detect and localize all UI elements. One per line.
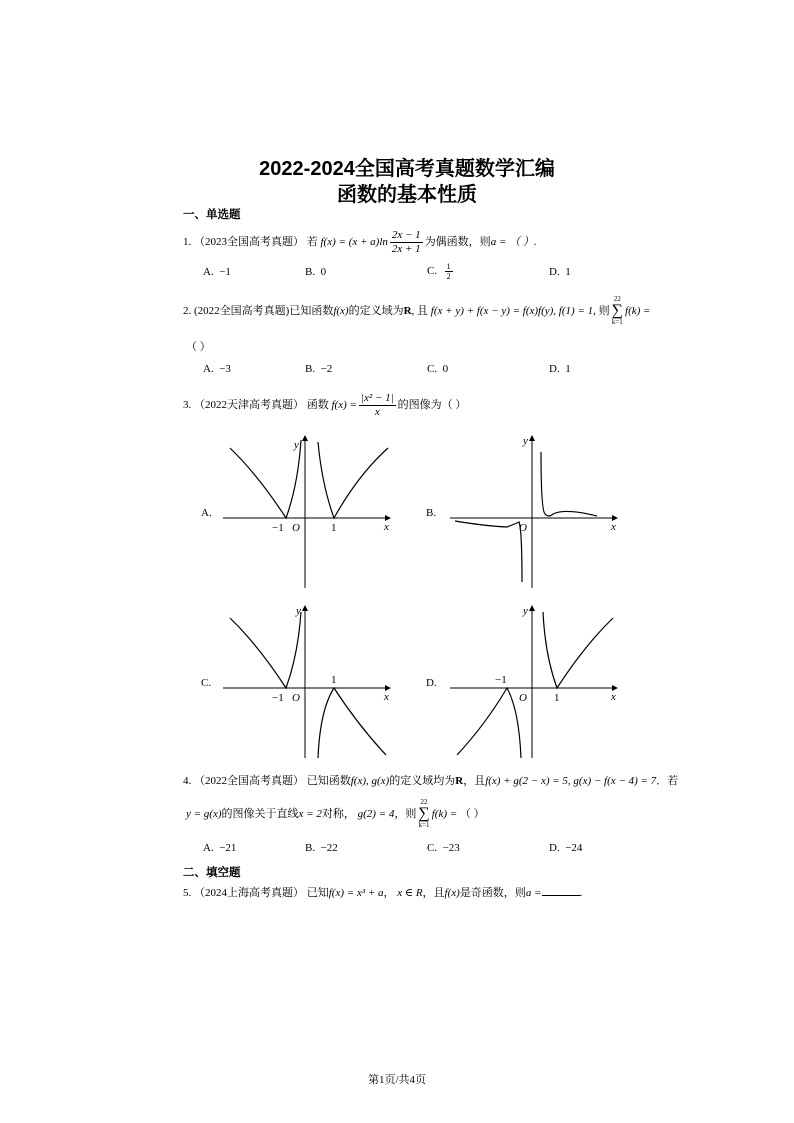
option-b: B. 0 [305, 266, 327, 278]
math-expression: f(x) = (x + a)ln [320, 236, 388, 248]
graph-c [218, 600, 398, 762]
tick-label: −1 [495, 674, 507, 686]
summation: 22 ∑ k=1 [611, 295, 624, 327]
question-number: 3. [183, 399, 192, 411]
math-expression: f(x) = [331, 399, 357, 411]
curve-right [318, 688, 386, 758]
answer-blank[interactable] [542, 886, 580, 896]
question-source: （2022全国高考真题） [194, 775, 304, 787]
option-a: A. −3 [203, 363, 231, 375]
math-expression: f(x) + g(2 − x) = 5, g(x) − f(x − 4) = 7 [485, 775, 657, 787]
graph-b-label: B. [426, 507, 437, 519]
option-a: A. −21 [203, 842, 237, 854]
question-2: 2. (2022全国高考真题)已知函数f(x)的定义域为R, 且 f(x + y) + f(x − y) = f(x)f(y), f(1) = 1, 则 22 ∑ k=1 f(k) = [183, 295, 651, 327]
tick-label: 1 [331, 674, 337, 686]
summation: 22 ∑ k=1 [418, 798, 430, 830]
fraction: $\frac{\text{|x² − 1|}}{x}$ [360, 392, 394, 418]
graph-a-label: A. [201, 507, 212, 519]
option-b: B. −22 [305, 842, 338, 854]
graph-d [445, 600, 625, 762]
option-a: A. −1 [203, 266, 231, 278]
answer-paren: （ ） [459, 808, 485, 820]
page-footer: 第1页/共4页 [367, 1074, 427, 1086]
question-4-line-2: y = g(x)的图像关于直线x = 2对称， g(2) = 4，则 22 ∑ k=1 f(k) = （ ） [186, 798, 485, 830]
graph-d-label: D. [426, 677, 437, 689]
tick-label: 1 [554, 692, 560, 704]
option-b: B. −2 [305, 363, 333, 375]
option-c: C. −23 [427, 842, 460, 854]
question-number: 5. [183, 887, 192, 899]
answer-paren: （ ） [186, 341, 211, 353]
x-label: x [611, 521, 616, 533]
curve-left [455, 521, 522, 582]
question-source: （2023全国高考真题） [194, 236, 304, 248]
question-1: 1. （2023全国高考真题） 若 f(x) = (x + a)ln $\frac{2x - 1}{2x + 1}$ 为偶函数，则a = （ ）. [183, 229, 537, 255]
question-source: （2022天津高考真题） [194, 399, 304, 411]
x-label: x [384, 521, 389, 533]
question-source: （2024上海高考真题） [194, 887, 304, 899]
curve-left [230, 440, 301, 518]
option-c: C. $\frac{1}{2}$ [427, 262, 451, 282]
section-heading-single-choice: 一、单选题 [183, 209, 241, 221]
option-d: D. 1 [549, 363, 571, 375]
option-d: D. −24 [549, 842, 583, 854]
question-number: 2. [183, 305, 192, 317]
question-3: 3. （2022天津高考真题） 函数 f(x) = $\frac{\text{|x² − 1|}}{x}$ 的图像为（ ） [183, 392, 467, 418]
tick-label: −1 [272, 522, 284, 534]
question-4: 4. （2022全国高考真题） 已知函数f(x), g(x)的定义域均为R，且f(x) + g(2 − x) = 5, g(x) − f(x − 4) = 7．若 [183, 775, 679, 787]
origin-label: O [292, 522, 300, 534]
curve-left [457, 688, 521, 758]
tick-label: −1 [272, 692, 284, 704]
question-number: 4. [183, 775, 192, 787]
page-subtitle: 函数的基本性质 [337, 184, 477, 206]
x-label: x [611, 691, 616, 703]
curve-left [230, 612, 301, 688]
graph-a [218, 430, 398, 592]
page-title: 2022-2024全国高考真题数学汇编 [259, 158, 555, 180]
y-label: y [523, 435, 528, 447]
question-number: 1. [183, 236, 192, 248]
option-d: D. 1 [549, 266, 571, 278]
question-5: 5. （2024上海高考真题） 已知f(x) = x³ + a， x ∈ R，且f(x)是奇函数，则a = . [183, 887, 583, 899]
curve-right [318, 442, 388, 518]
y-label: y [523, 605, 528, 617]
math-expression: f(x + y) + f(x − y) = f(x)f(y), f(1) = 1 [430, 305, 594, 317]
question-source: (2022全国高考真题) [194, 305, 290, 317]
y-label: y [296, 605, 301, 617]
x-label: x [384, 691, 389, 703]
fraction: $\frac{1}{2}$ [446, 262, 451, 282]
option-c: C. 0 [427, 363, 449, 375]
math-expression: f(x) = x³ + a [328, 887, 384, 899]
curve-right [541, 452, 597, 516]
graph-b [445, 430, 625, 592]
origin-label: O [519, 692, 527, 704]
origin-label: O [292, 692, 300, 704]
section-heading-fill-blank: 二、填空题 [183, 867, 241, 879]
tick-label: 1 [331, 522, 337, 534]
curve-right [543, 612, 613, 688]
graph-c-label: C. [201, 677, 212, 689]
fraction: $\frac{2x - 1}{2x + 1}$ [391, 229, 421, 255]
y-label: y [294, 439, 299, 451]
origin-label: O [519, 522, 527, 534]
